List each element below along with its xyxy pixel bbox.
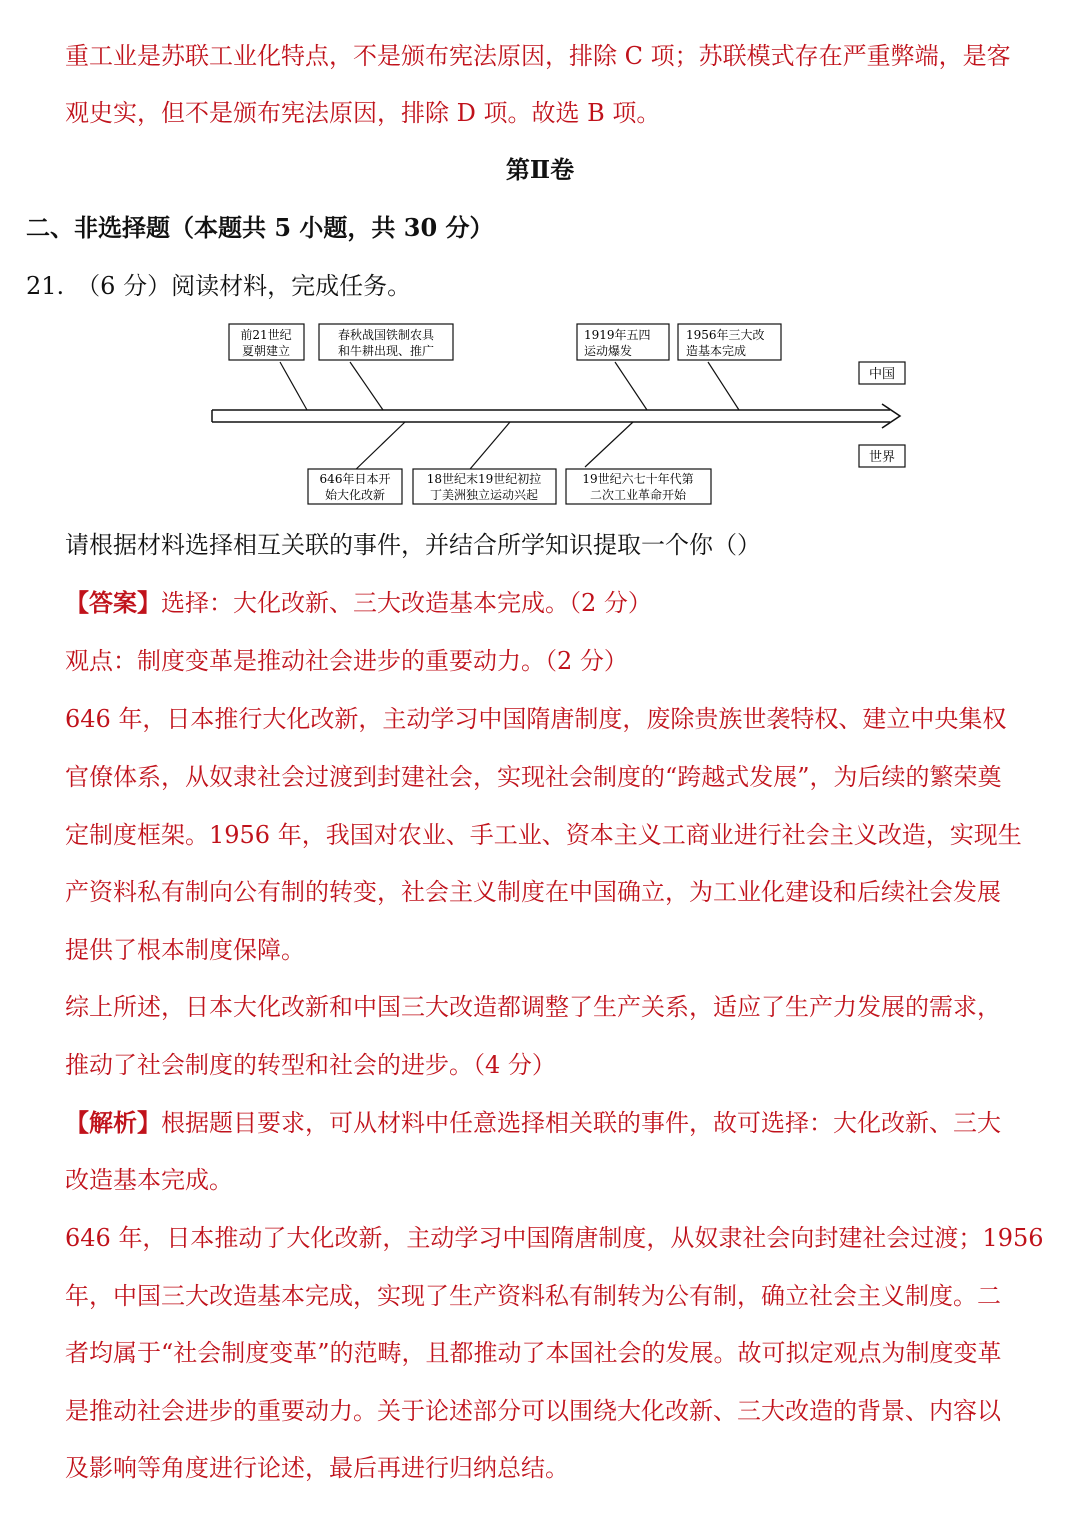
- svg-text:运动爆发: 运动爆发: [584, 344, 633, 358]
- answer-tag: 【答案】: [65, 588, 161, 617]
- svg-text:19世纪六七十年代第: 19世纪六七十年代第: [582, 472, 694, 486]
- answer-line: 定制度框架。1956 年，我国对农业、手工业、资本主义工商业进行社会主义改造，实现生: [65, 821, 1022, 849]
- analysis-text: 根据题目要求，可从材料中任意选择相关联的事件，故可选择：大化改新、三大: [161, 1109, 1001, 1137]
- question-prompt: 请根据材料选择相互关联的事件，并结合所学知识提取一个你（）: [65, 531, 761, 559]
- svg-text:夏朝建立: 夏朝建立: [241, 344, 291, 358]
- text-line: 重工业是苏联工业化特点，不是颁布宪法原因，排除 C 项；苏联模式存在严重弊端，是客: [65, 42, 1011, 70]
- event-box-latin-america: [413, 469, 556, 504]
- answer-line: 646 年，日本推行大化改新，主动学习中国隋唐制度，废除贵族世袭特权、建立中央集权: [65, 705, 1007, 733]
- answer-line: 观点：制度变革是推动社会进步的重要动力。（2 分）: [65, 647, 628, 675]
- svg-text:中国: 中国: [868, 367, 896, 382]
- svg-text:春秋战国铁制农具: 春秋战国铁制农具: [337, 328, 435, 342]
- answer-line: 官僚体系，从奴隶社会过渡到封建社会，实现社会制度的“跨越式发展”，为后续的繁荣奠: [65, 763, 1002, 791]
- svg-text:世界: 世界: [868, 450, 896, 465]
- section-heading: 二、非选择题（本题共 5 小题，共 30 分）: [26, 213, 494, 242]
- event-box-taika-reform: [308, 469, 402, 504]
- svg-text:646年日本开: 646年日本开: [319, 472, 391, 486]
- analysis-line: 者均属于“社会制度变革”的范畴，且都推动了本国社会的发展。故可拟定观点为制度变革: [65, 1339, 1002, 1367]
- timeline-arrow: [212, 404, 900, 428]
- svg-text:1919年五四: 1919年五四: [584, 328, 651, 342]
- answer-line: 推动了社会制度的转型和社会的进步。（4 分）: [65, 1051, 556, 1079]
- connector-lines: [280, 362, 739, 475]
- event-box-iron-tools: [319, 324, 453, 360]
- svg-text:造基本完成: 造基本完成: [686, 344, 747, 358]
- answer-text: 选择：大化改新、三大改造基本完成。（2 分）: [161, 589, 652, 617]
- event-box-second-industrial-revolution: [566, 469, 711, 504]
- text-line: 观史实，但不是颁布宪法原因，排除 D 项。故选 B 项。: [65, 99, 661, 127]
- analysis-line: 646 年，日本推动了大化改新，主动学习中国隋唐制度，从奴隶社会向封建社会过渡；1956: [65, 1224, 1044, 1252]
- analysis-line: 及影响等角度进行论述，最后再进行归纳总结。: [65, 1454, 569, 1482]
- analysis-tag: 【解析】: [65, 1108, 161, 1137]
- answer-line: 提供了根本制度保障。: [65, 936, 305, 964]
- question-title: 21. （6 分）阅读材料，完成任务。: [26, 272, 412, 300]
- event-box-three-transformations: [678, 324, 781, 360]
- label-china: [859, 362, 905, 384]
- analysis-line: 年，中国三大改造基本完成，实现了生产资料私有制转为公有制，确立社会主义制度。二: [65, 1282, 1001, 1310]
- answer-line: 产资料私有制向公有制的转变，社会主义制度在中国确立，为工业化建设和后续社会发展: [65, 878, 1001, 906]
- answer-line: [65, 587, 652, 619]
- svg-text:和牛耕出现、推广: 和牛耕出现、推广: [337, 344, 435, 358]
- svg-text:1956年三大改: 1956年三大改: [686, 328, 765, 342]
- analysis-line: [65, 1107, 1001, 1139]
- svg-text:18世纪末19世纪初拉: 18世纪末19世纪初拉: [426, 472, 542, 486]
- svg-text:丁美洲独立运动兴起: 丁美洲独立运动兴起: [429, 488, 539, 502]
- label-world: [859, 445, 905, 467]
- volume-title: 第Ⅱ卷: [505, 155, 575, 184]
- analysis-line: 是推动社会进步的重要动力。关于论述部分可以围绕大化改新、三大改造的背景、内容以: [65, 1397, 1001, 1425]
- answer-line: 综上所述，日本大化改新和中国三大改造都调整了生产关系，适应了生产力发展的需求，: [65, 993, 1001, 1021]
- event-box-xia: [229, 324, 304, 360]
- analysis-line: 改造基本完成。: [65, 1166, 233, 1194]
- svg-text:二次工业革命开始: 二次工业革命开始: [589, 488, 687, 502]
- svg-text:始大化改新: 始大化改新: [324, 488, 386, 502]
- svg-text:前21世纪: 前21世纪: [240, 328, 292, 342]
- event-box-may-fourth: [577, 324, 669, 360]
- timeline-figure: [200, 318, 920, 510]
